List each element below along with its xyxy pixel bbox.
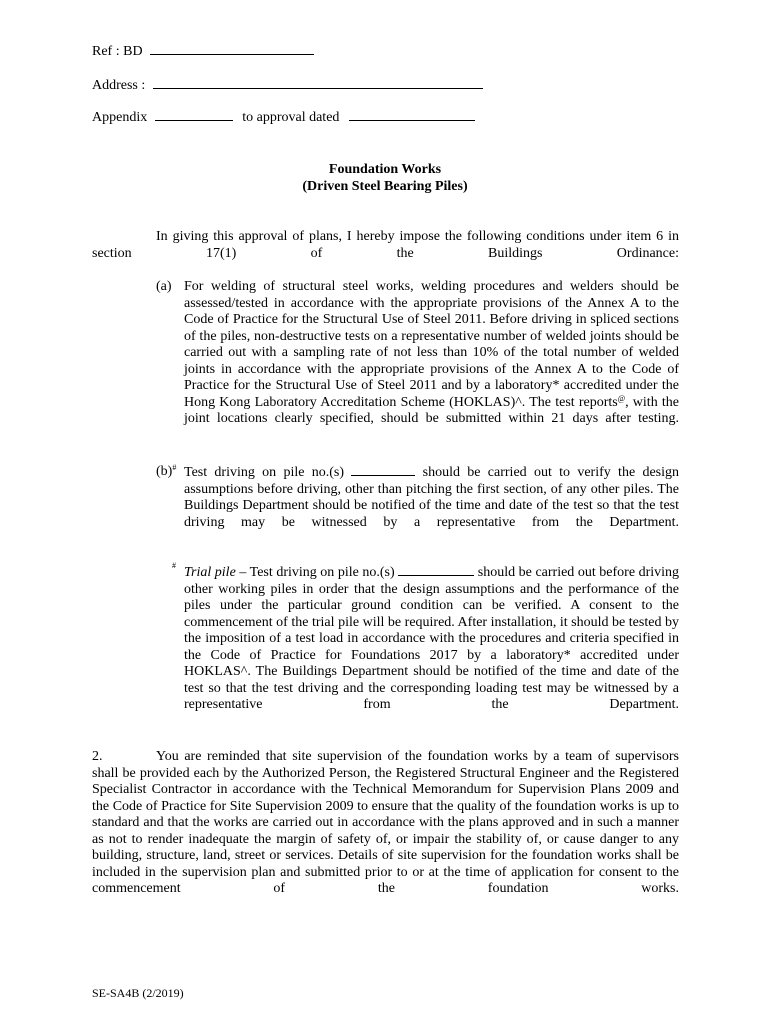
- para-2-text: You are reminded that site supervision of the foundation works by a team of supervisors shall be provided each by the Authorized Person, the Registered Structural Engineer and the Registered Specialist Contractor in accordance with the Technical Memorandum for Supervision Plans 2009 and the Code of Practice for Site Supervision 2009 to ensure that the quality of the foundation works is up to standard and that the works are carried out in accordance with the plans approved and in such a manner as not to render inadequate the margin of safety of, or impair the stability of, or cause danger to any building, structure, land, street or services. Details of site supervision for the foundation works shall be included in the supervision plan and submitted prior to or at the time of application for consent to the commencement of the foundation works.: [92, 749, 679, 896]
- condition-a-label: (a): [156, 279, 172, 294]
- ref-field[interactable]: [150, 44, 314, 55]
- ref-line: [92, 44, 314, 61]
- appendix-line: [92, 110, 475, 127]
- footnote-marker: @: [617, 393, 626, 403]
- approval-date-field[interactable]: [349, 110, 475, 121]
- condition-b-label: (b)#: [156, 463, 177, 479]
- trial-pile-number-field[interactable]: [398, 564, 474, 576]
- condition-b-text: Test driving on pile no.(s) should be carried out to verify the design assumptions before driving, other than pitching the first section, of any other piles. The Buildings Department should be notified of the time and date of the test so that the test driving may be witnessed by a representative from the Department.: [184, 465, 680, 530]
- trial-pile-text: Trial pile – Test driving on pile no.(s) should be carried out before driving other working piles in order that the design assumptions and the performance of the piles under the particular ground condition can be verified. A consent to the commencement of the trial pile will be required. After installation, it should be tested by the imposition of a test load in accordance with the procedures and criteria specified in the Code of Practice for Foundations 2017 by a laboratory* accredited under HOKLAS^. The Buildings Department should be notified of the time and date of the test so that the test driving and the corresponding loading test may be witnessed by a representative from the Department.: [184, 565, 680, 712]
- form-code: SE-SA4B (2/2019): [92, 986, 184, 1000]
- address-field[interactable]: [153, 78, 483, 89]
- appendix-label: Appendix: [92, 110, 148, 125]
- condition-a-text: For welding of structural steel works, welding procedures and welders should be assessed/tested in accordance with the appropriate provisions of the Annex A to the Code of Practice for the Structural Use of Steel 2011. Before driving in spliced sections of the piles, non-destructive tests on a representative number of welded joints should be carried out with a sampling rate of not less than 10% of the total number of welded joints in accordance with the appropriate provisions of the Annex A to the Code of Practice for the Structural Use of Steel 2011 and by a laboratory* accredited under the Hong Kong Laboratory Accreditation Scheme (HOKLAS)^. The test reports@, with the joint locations clearly specified, should be submitted within 21 days after testing.: [184, 279, 679, 426]
- address-label: Address :: [92, 78, 146, 93]
- pile-number-field[interactable]: [351, 464, 415, 476]
- page-subtitle: (Driven Steel Bearing Piles): [302, 179, 468, 194]
- trial-pile-term: Trial pile: [184, 565, 236, 580]
- ref-label: Ref : BD: [92, 44, 143, 59]
- page-title: Foundation Works: [328, 162, 442, 177]
- address-line: [92, 78, 483, 95]
- intro-paragraph: In giving this approval of plans, I hereby impose the following conditions under item 6 in section 17(1) of the Buildings Ordinance:: [92, 229, 679, 261]
- appendix-field[interactable]: [155, 110, 233, 121]
- para-2-number: 2.: [92, 749, 103, 764]
- approval-label: to approval dated: [242, 110, 340, 125]
- trial-pile-marker: #: [172, 561, 176, 570]
